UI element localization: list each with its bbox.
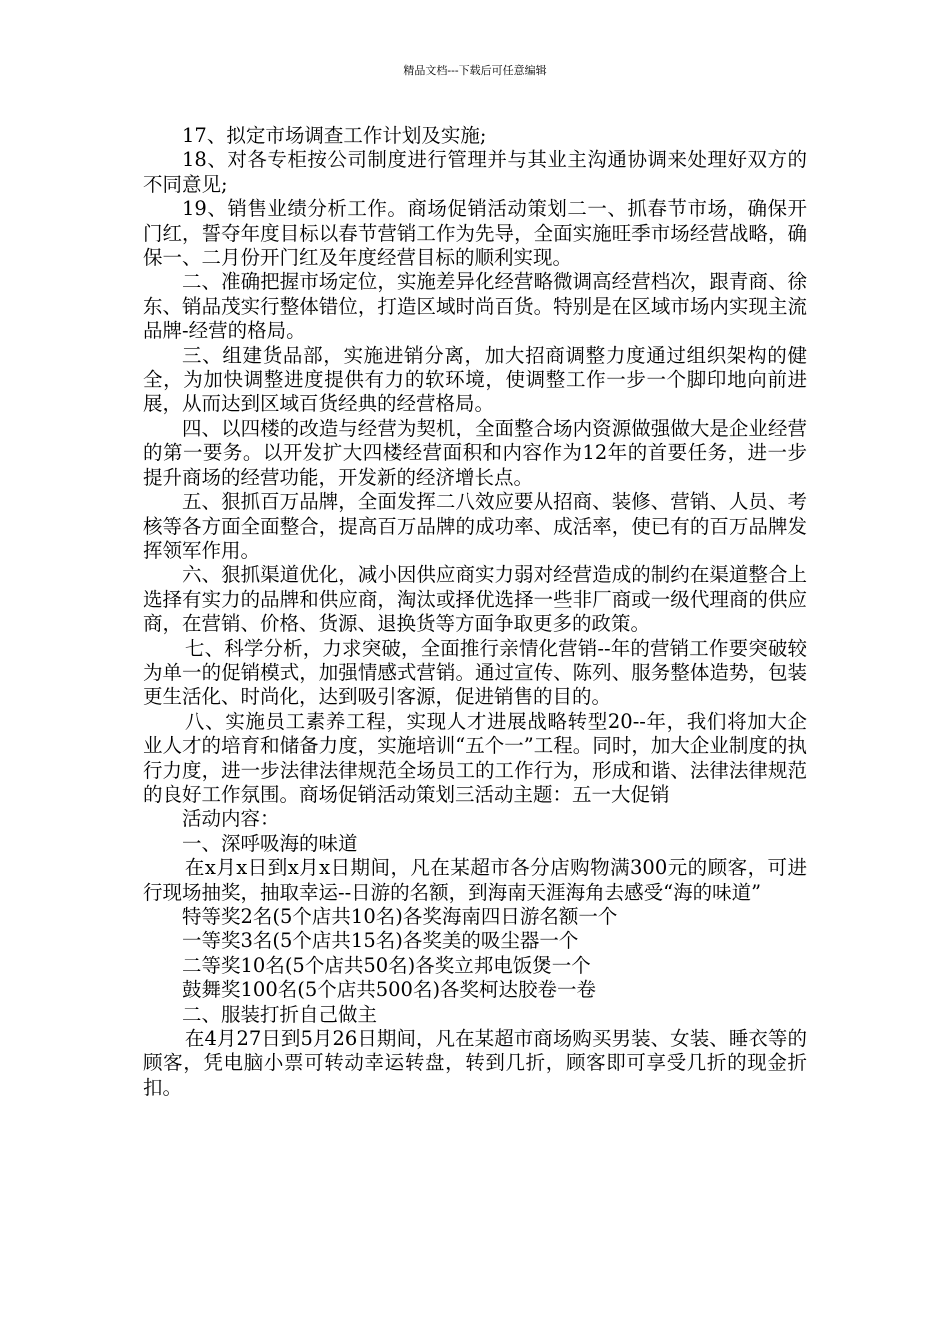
paragraph-section-4: 四、以四楼的改造与经营为契机，全面整合场内资源做强做大是企业经营的第一要务。以开发扩大四楼经营面积和内容作为12年的首要任务，进一步提升商场的经营功能，开发新的经济增长点。 [143,416,807,489]
paragraph-section-2: 二、准确把握市场定位，实施差异化经营略微调高经营档次，跟青商、徐东、销品茂实行整体错位，打造区域时尚百货。特别是在区域市场内实现主流品牌-经营的格局。 [143,270,807,343]
paragraph-prize-second: 二等奖10名(5个店共50名)各奖立邦电饭煲一个 [182,953,591,977]
paragraph-section-3: 三、组建货品部，实施进销分离，加大招商调整力度通过组织架构的健全，为加快调整进度提供有力的软环境，使调整工作一步一个脚印地向前进展，从而达到区域百货经典的经营格局。 [143,343,807,416]
paragraph-section-8: 八、实施员工素养工程，实现人才进展战略转型20--年，我们将加大企业人才的培育和储备力度，实施培训“五个一”工程。同时，加大企业制度的执行力度，进一步法律法律规范全场员工的工作行为，形成和谐、法律法律规范的良好工作氛围。商场促销活动策划三活动主题：五一大促销 [143,709,807,806]
paragraph-item-17: 17、拟定市场调查工作计划及实施; [182,124,487,147]
paragraph-prize-special: 特等奖2名(5个店共10名)各奖海南四日游名额一个 [182,905,618,928]
paragraph-activity-2-title: 二、服装打折自己做主 [182,1002,378,1026]
paragraph-activity-1-body: 在x月x日到x月x日期间，凡在某超市各分店购物满300元的顾客，可进行现场抽奖，抽取幸运--日游的名额，到海南天涯海角去感受“海的味道” [143,856,807,904]
paragraph-section-5: 五、狠抓百万品牌，全面发挥二八效应要从招商、装修、营销、人员、考核等各方面全面整合，提高百万品牌的成功率、成活率，使已有的百万品牌发挥领军作用。 [143,490,807,562]
paragraph-item-19: 19、销售业绩分析工作。商场促销活动策划二一、抓春节市场，确保开门红，誓夺年度目标以春节营销工作为先导，全面实施旺季市场经营战略，确保一、二月份开门红及年度经营目标的顺利实现。 [143,197,807,270]
paragraph-activity-content: 活动内容： [182,807,280,831]
paragraph-prize-first: 一等奖3名(5个店共15名)各奖美的吸尘器一个 [182,929,579,953]
document-body [143,124,807,1100]
paragraph-item-18: 18、对各专柜按公司制度进行管理并与其业主沟通协调来处理好双方的不同意见; [143,148,807,196]
paragraph-prize-encourage: 鼓舞奖100名(5个店共500名)各奖柯达胶卷一卷 [182,978,597,1002]
paragraph-section-6: 六、狠抓渠道优化，减小因供应商实力弱对经营造成的制约在渠道整合上选择有实力的品牌和供应商，淘汰或择优选择一些非厂商或一级代理商的供应商，在营销、价格、货源、退换货等方面争取更多的政策。 [143,563,807,636]
paragraph-activity-1-title: 一、深呼吸海的味道 [182,831,358,855]
page-header: 精品文档---下载后可任意编辑 [403,64,547,77]
paragraph-activity-2-body: 在4月27日到5月26日期间，凡在某超市商场购买男装、女装、睡衣等的顾客，凭电脑小票可转动幸运转盘，转到几折，顾客即可享受几折的现金折扣。 [143,1027,807,1099]
paragraph-section-7: 七、科学分析，力求突破，全面推行亲情化营销--年的营销工作要突破较为单一的促销模式，加强情感式营销。通过宣传、陈列、服务整体造势，包装更生活化、时尚化，达到吸引客源，促进销售的目的。 [143,636,807,709]
